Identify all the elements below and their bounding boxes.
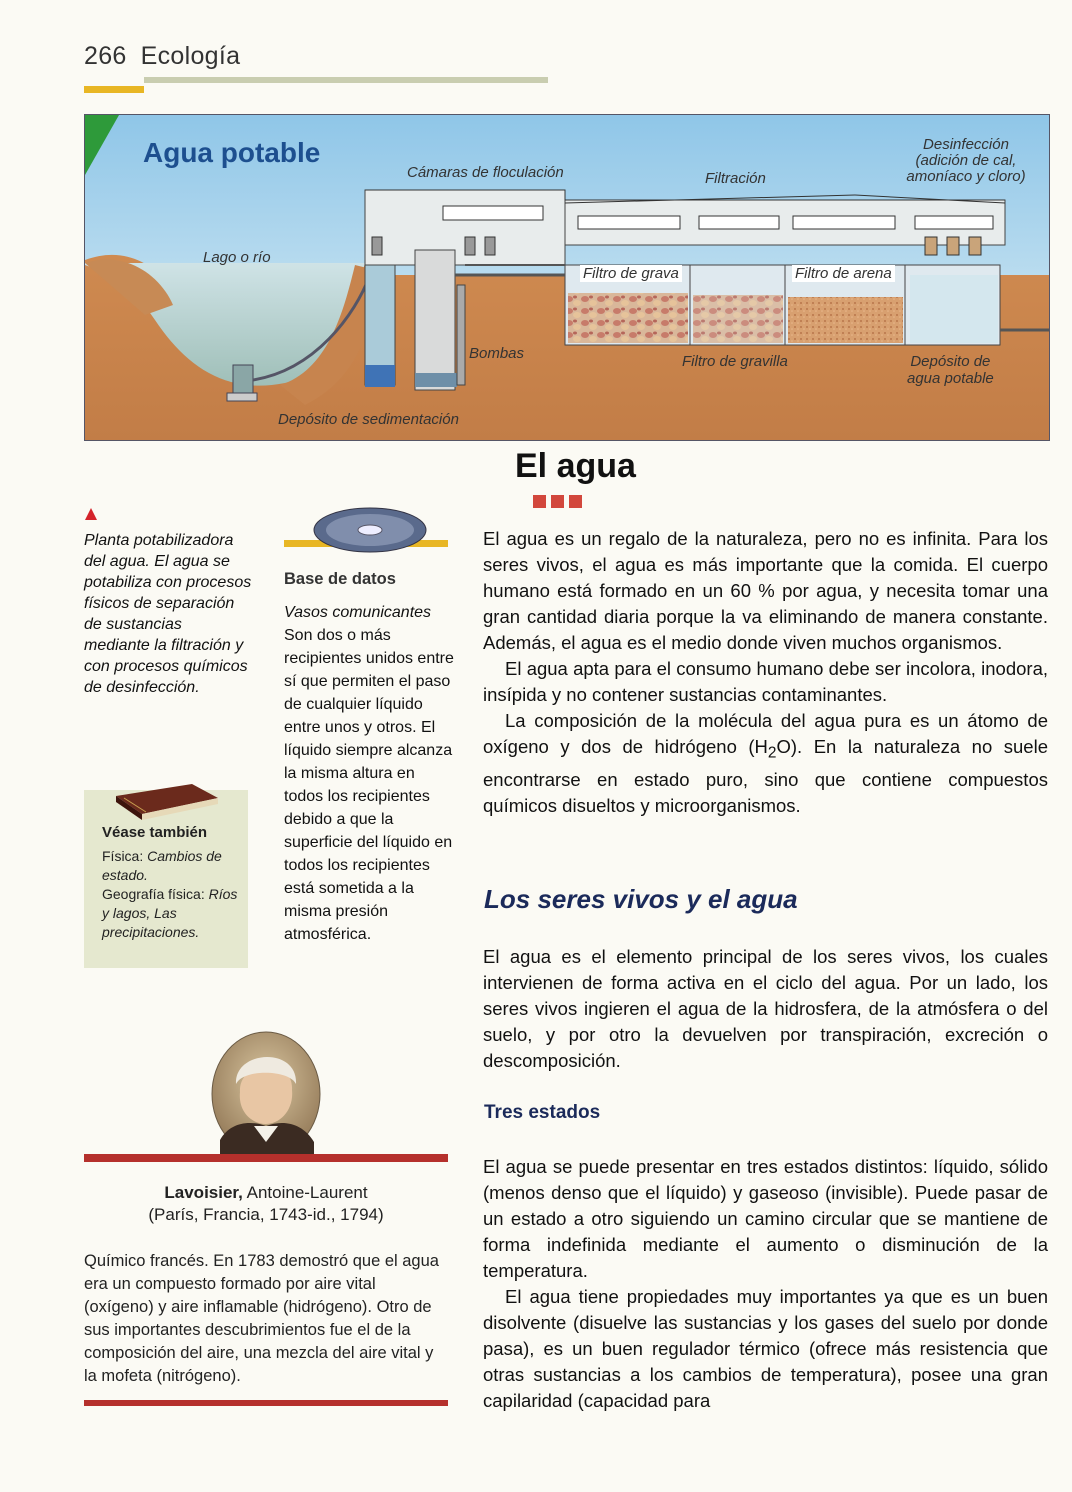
article-intro (483, 526, 1048, 819)
label-potable-tank-line2: agua potable (907, 370, 994, 387)
water-treatment-diagram (84, 114, 1050, 441)
book-icon (112, 776, 222, 822)
paragraph-1: El agua es un regalo de la naturaleza, pero no es infinita. Para los seres vivos, el agua es más importante que la comida. El cuerpo humano está formado en un 60 % por agua, y necesita tomar una gran cantidad diaria porque la va eliminando de manera constante. Además, el agua es el medio donde viven muchos organismos. (483, 528, 1048, 653)
paragraph-3-b: O). En la naturaleza no suele encontrarse en estado puro, sino que contiene compuestos químicos disueltos y microorganismos. (483, 736, 1048, 816)
biography-surname: Lavoisier, (164, 1183, 243, 1202)
database-title: Base de datos (284, 570, 396, 588)
biography-top-rule (84, 1154, 448, 1162)
label-disinfection-title: Desinfección (923, 136, 1009, 153)
biography-text: Químico francés. En 1783 demostró que el agua era un compuesto formado por aire vital (oxígeno) y aire inflamable (hidrógeno). Otro de sus importantes descubrimientos fue el de la composición del aire, una mezcla del aire vital y la mofeta (nitrógeno). (84, 1252, 439, 1385)
biography-given-names: Antoine-Laurent (242, 1183, 368, 1202)
see-also-link-rivers[interactable]: Ríos y lagos, Las precipitaciones. (102, 886, 238, 940)
label-disinfection (891, 137, 1041, 185)
label-gravel-filter: Filtro de grava (580, 265, 682, 282)
section-living-beings (483, 944, 1048, 1074)
label-disinfection-line1: (adición de cal, (915, 152, 1017, 169)
caption-marker-icon (85, 508, 97, 520)
database-body (284, 601, 456, 946)
label-potable-tank (907, 353, 994, 387)
paragraph-3-a: La composición de la molécula del agua pura es un átomo de oxígeno y dos de hidrógeno (H (483, 710, 1048, 757)
cd-icon (312, 506, 428, 554)
label-lake: Lago o río (203, 249, 271, 266)
see-also-link-states[interactable]: Cambios de estado. (102, 848, 222, 883)
section-name: Ecología (140, 42, 241, 70)
see-also-box (84, 790, 248, 968)
see-also-line1-prefix: Física: (102, 848, 148, 864)
biography-heading (84, 1182, 448, 1226)
lavoisier-portrait (210, 1030, 322, 1158)
diagram-title: Agua potable (143, 137, 321, 168)
paragraph-3-subscript: 2 (767, 744, 777, 762)
label-fine-gravel-filter: Filtro de gravilla (682, 353, 788, 370)
paragraph-3 (483, 708, 1048, 819)
database-text: Son dos o más recipientes unidos entre sí que permiten el paso de cualquier líquido entre unos y otros. El líquido siempre alcanza la misma altura en todos los recipientes debido a que la superficie del líquido en todos los recipientes está sometida a la misma presión atmosférica. (284, 627, 454, 943)
title-decoration (533, 495, 587, 513)
see-also-title: Véase también (102, 824, 208, 841)
section-three-states (483, 1154, 1048, 1414)
paragraph-5: El agua se puede presentar en tres estados distintos: líquido, sólido (menos denso que el líquido) y gaseoso (invisible). Puede pasar de un estado a otro siguiendo un camino circular que se mantiene de forma indefinida mediante el aumento o disminución de la temperatura. (483, 1156, 1048, 1281)
paragraph-6: El agua tiene propiedades muy importantes ya que es un buen disolvente (disuelve las sustancias y los gases del suelo por donde pasa), es un buen regulador térmico (ofrece más resistencia que otras sustancias a los cambios de temperatura), posee una gran capilaridad (capacidad para (483, 1286, 1048, 1411)
label-filtration: Filtración (705, 170, 766, 187)
see-also-line2-prefix: Geografía física: (102, 886, 209, 902)
header-rule-accent (84, 86, 144, 93)
paragraph-2: El agua apta para el consumo humano debe ser incolora, inodora, insípida y no contener sustancias contaminantes. (483, 658, 1048, 705)
label-flocculation: Cámaras de floculación (407, 164, 564, 181)
label-potable-tank-line1: Depósito de (910, 353, 991, 370)
section-living-beings-title: Los seres vivos y el agua (484, 884, 798, 914)
biography-bottom-rule (84, 1400, 448, 1406)
article-title: El agua (515, 447, 636, 485)
database-term: Vasos comunicantes (284, 604, 432, 621)
label-sedimentation: Depósito de sedimentación (278, 411, 459, 428)
see-also-list (102, 847, 248, 942)
section-three-states-title: Tres estados (484, 1102, 601, 1123)
label-pumps: Bombas (469, 345, 525, 362)
page-number: 266 (84, 42, 127, 70)
page-header (84, 42, 254, 71)
biography-origin: (París, Francia, 1743-id., 1794) (148, 1205, 384, 1224)
header-rule (144, 77, 548, 83)
label-sand-filter: Filtro de arena (792, 265, 895, 282)
label-disinfection-line2: amoníaco y cloro) (906, 168, 1026, 185)
diagram-caption: Planta potabilizadora del agua. El agua se potabiliza con procesos físicos de separación de sustancias mediante la filtración y con procesos químicos de desinfección. (84, 532, 252, 696)
database-sidebar (284, 506, 456, 946)
paragraph-4: El agua es el elemento principal de los seres vivos, los cuales intervienen de forma activa en el ciclo del agua. Por un lado, los seres vivos ingieren el agua de la hidrosfera, de la atmósfera o del suelo, y por otro la devuelven por transpiración, excreción o descomposición. (483, 946, 1048, 1071)
